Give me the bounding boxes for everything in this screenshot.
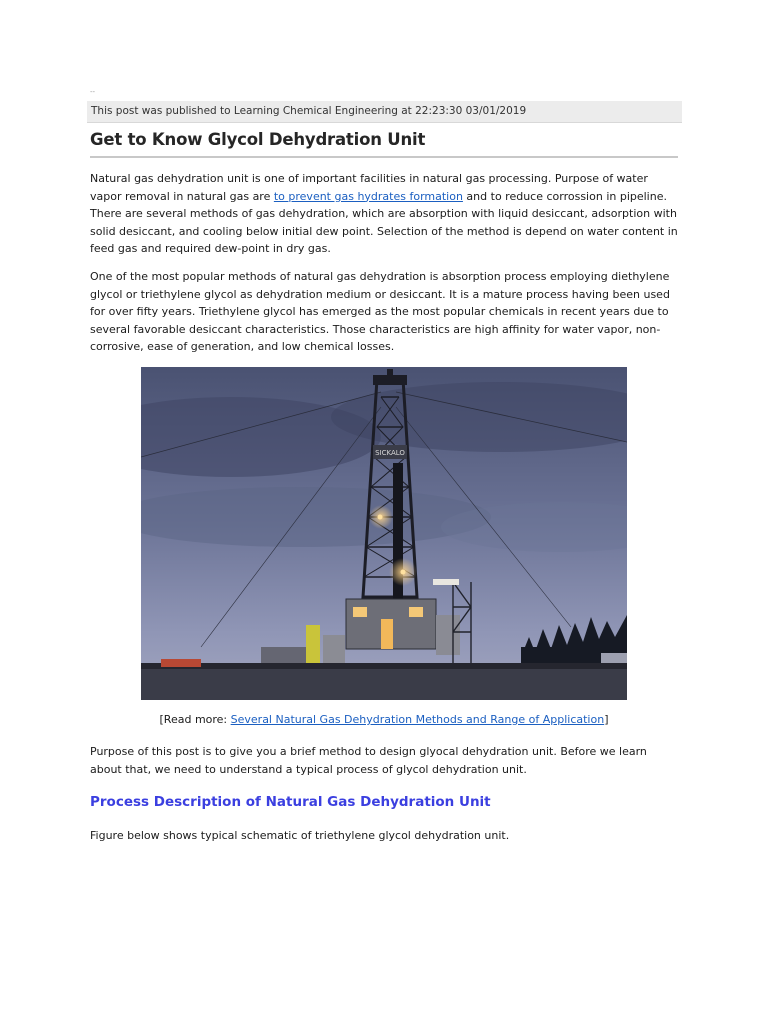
read-more-prefix: [Read more: (159, 713, 231, 726)
intro-paragraph (90, 170, 678, 258)
published-note: This post was published to Learning Chemical Engineering at 22:23:30 03/01/2019 (91, 105, 527, 117)
page-marker: -- (90, 88, 96, 96)
drilling-rig-photo (141, 367, 627, 700)
intro-text-after-link: and to reduce corrossion in pipeline. There are several methods of gas dehydration, which are absorption with liquid desiccant, adsorption with solid desiccant, and cooling below initial dew point. Selection of the method is depend on water content in feed gas and required dew-point in dry gas. (90, 189, 678, 256)
figure-intro-paragraph: Figure below shows typical schematic of triethylene glycol dehydration unit. (90, 829, 510, 842)
intro-text-before-link: Natural gas dehydration unit is one of important facilities in natural gas processing. Purpose of water vapor removal in natural gas are (90, 172, 648, 203)
glycol-methods-paragraph: One of the most popular methods of natural gas dehydration is absorption process employing diethylene glycol or triethylene glycol as dehydration medium or desiccant. It is a mature process having been used for over fifty years. Triethylene glycol has emerged as the most popular chemicals in recent years due to several favorable desiccant characteristics. Those characteristics are high affinity for water vapor, non-corrosive, ease of generation, and low chemical losses. (90, 270, 670, 354)
dehydration-methods-link[interactable]: Several Natural Gas Dehydration Methods and Range of Application (230, 713, 605, 726)
gas-hydrates-link[interactable]: to prevent gas hydrates formation (273, 189, 463, 203)
post-title: Get to Know Glycol Dehydration Unit (90, 130, 426, 149)
published-note-bar (87, 101, 682, 123)
read-more-suffix: ] (604, 713, 609, 726)
process-description-heading: Process Description of Natural Gas Dehydration Unit (90, 794, 491, 810)
rig-sign-text: SICKALO (375, 449, 405, 457)
title-divider (90, 156, 678, 158)
read-more-line (141, 713, 627, 726)
purpose-paragraph: Purpose of this post is to give you a brief method to design glyocal dehydration unit. Before we learn about that, we need to understand a typical process of glycol dehydration unit. (90, 745, 647, 776)
